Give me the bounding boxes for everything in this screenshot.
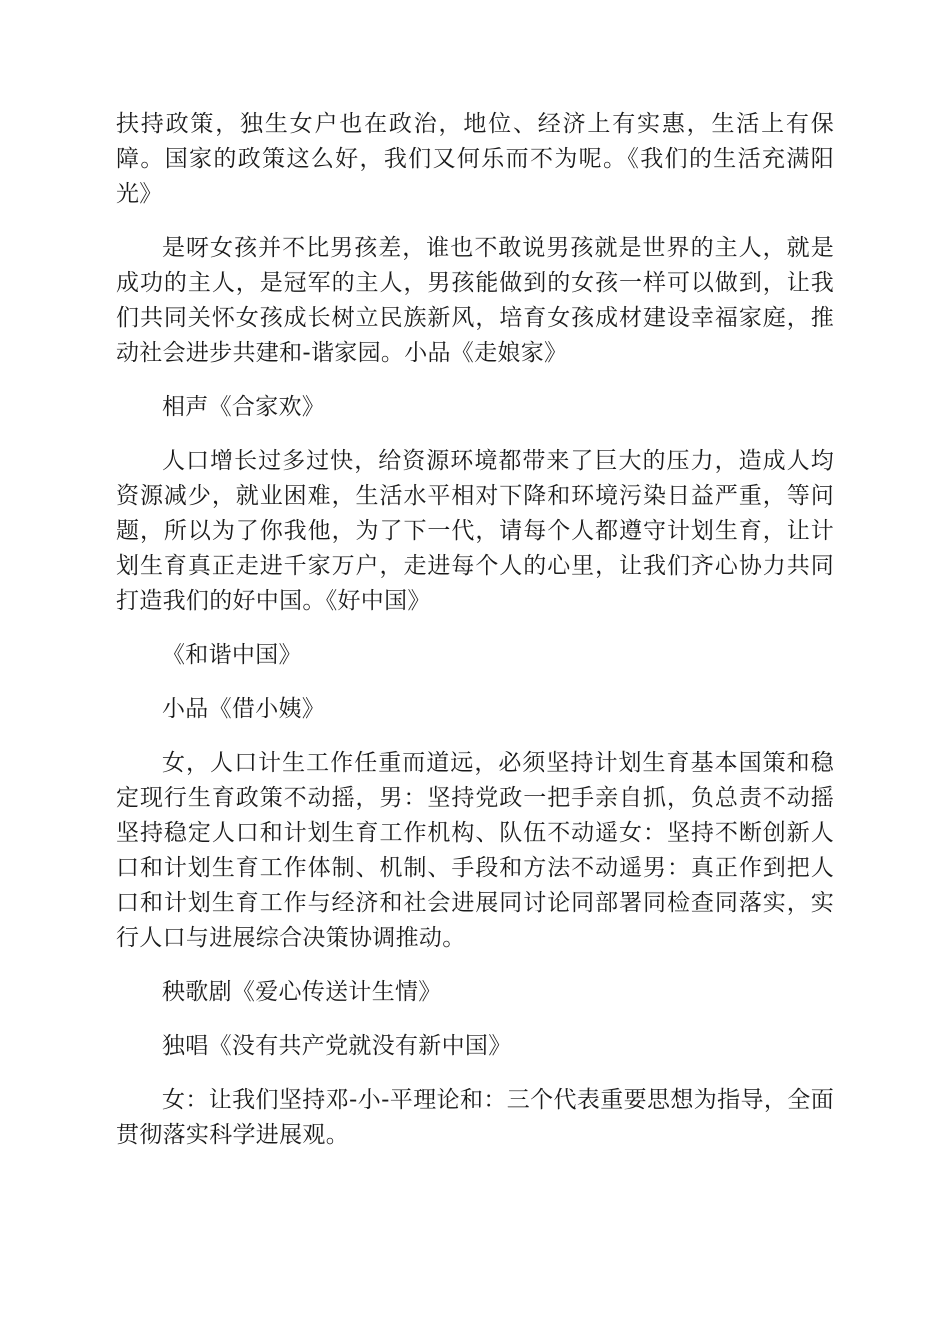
paragraph-policy-benefits: 扶持政策，独生女户也在政治，地位、经济上有实惠，生活上有保障。国家的政策这么好，我们又何乐而不为呢。《我们的生活充满阳光》 (116, 111, 834, 207)
paragraph-sketch-title: 小品《借小姨》 (162, 696, 326, 722)
paragraph-dialogue: 女，人口计生工作任重而道远，必须坚持计划生育基本国策和稳定现行生育政策不动摇，男：坚持党政一把手亲自抓，负总责不动摇坚持稳定人口和计划生育工作机构、队伍不动遥女：坚持不断创新人口和计划生育工作体制、机制、手段和方法不动遥男：真正作到把人口和计划生育工作与经济和社会进展同讨论同部署同检查同落实，实行人口与进展综合决策协调推动。 (116, 750, 834, 951)
paragraph-harmonious-china: 《和谐中国》 (162, 642, 302, 668)
paragraph-girls-equality: 是呀女孩并不比男孩差，谁也不敢说男孩就是世界的主人，就是成功的主人，是冠军的主人，男孩能做到的女孩一样可以做到，让我们共同关怀女孩成长树立民族新风，培育女孩成材建设幸福家庭，推动社会进步共建和-谐家园。小品《走娘家》 (116, 235, 834, 366)
document-body (116, 107, 834, 1172)
paragraph-yangge-title: 秧歌剧《爱心传送计生情》 (162, 979, 442, 1005)
paragraph-crosstalk-title: 相声《合家欢》 (162, 394, 326, 420)
paragraph-population-growth: 人口增长过多过快，给资源环境都带来了巨大的压力，造成人均资源减少，就业困难，生活水平相对下降和环境污染日益严重，等问题，所以为了你我他，为了下一代，请每个人都遵守计划生育，让计划生育真正走进千家万户，走进每个人的心里，让我们齐心协力共同打造我们的好中国。《好中国》 (116, 448, 834, 614)
paragraph-closing: 女：让我们坚持邓-小-平理论和：三个代表重要思想为指导，全面贯彻落实科学进展观。 (116, 1087, 834, 1148)
paragraph-solo-title: 独唱《没有共产党就没有新中国》 (162, 1033, 512, 1059)
